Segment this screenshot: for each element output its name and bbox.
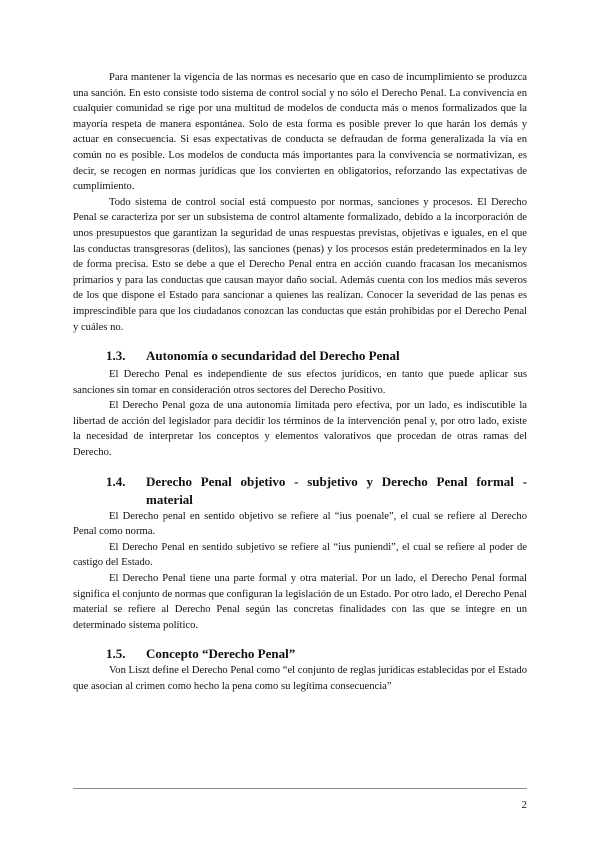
page-number: 2 [521, 799, 527, 811]
section-heading [73, 645, 527, 663]
section-title: Derecho Penal objetivo - subjetivo y Derecho Penal formal - material [146, 473, 527, 507]
body-paragraph: El Derecho penal en sentido objetivo se refiere al “ius poenale”, el cual se refiere al Derecho Penal como norma. [73, 510, 527, 538]
body-paragraph: El Derecho Penal en sentido subjetivo se refiere al “ius puniendi”, el cual se refiere al poder de castigo del Estado. [73, 541, 527, 569]
body-paragraph: Von Liszt define el Derecho Penal como “el conjunto de reglas jurídicas establecidas por el Estado que asocian al crimen como hecho la pena como su legítima consecuencia” [73, 665, 527, 692]
section-title: Autonomía o secundaridad del Derecho Penal [146, 348, 400, 364]
section-number: 1.4. [106, 473, 126, 489]
section-number: 1.3. [106, 348, 126, 364]
body-paragraph: El Derecho Penal tiene una parte formal y otra material. Por un lado, el Derecho Penal formal significa el conjunto de normas que configuran la legislación de un Estado. Por otro lado, el Derecho Penal material se refiere al Derecho Penal según las concretas finalidades con las que se integre en un determinado sistema político. [73, 573, 527, 631]
section-title: Concepto “Derecho Penal” [146, 646, 296, 662]
section-heading [73, 473, 527, 509]
footer-divider [73, 788, 527, 789]
body-paragraph: Todo sistema de control social está compuesto por normas, sanciones y procesos. El Derecho Penal se caracteriza por ser un subsistema de control altamente formalizado, debido a la incorporación de unos presupuestos que garantizan la seguridad de unas respuestas previstas, objetivas e iguales, en el que las conductas transgresoras (delitos), las sanciones (penas) y los procesos están predeterminados en la ley de forma precisa. Esto se debe a que el Derecho Penal entra en acción cuando fracasan los mecanismos primarios y para las conductas que causan mayor daño social. Además cuenta con los medios más severos de los que dispone el Estado para sancionar a quienes las realizan. Conocer la severidad de las penas es imprescindible para que los ciudadanos conozcan las conductas que están prohibidas por el Derecho Penal y cuáles no. [73, 196, 527, 333]
page-content [73, 70, 527, 695]
section-number: 1.5. [106, 646, 126, 662]
body-paragraph: Para mantener la vigencia de las normas es necesario que en caso de incumplimiento se produzca una sanción. En esto consiste todo sistema de control social y no sólo el Derecho Penal. La convivencia en cualquier comunidad se rige por una multitud de modelos de conducta más o menos formalizados que la mayoría respeta de manera espontánea. Solo de esta forma es posible prever lo que harán los demás y actuar en consecuencia. Si esas expectativas de conducta se defraudan de forma generalizada la vía en común no es posible. Los modelos de conducta más importantes para la convivencia se normativizan, es decir, se recogen en normas jurídicas que los convierten en obligatorios, reforzando las expectativas de cumplimiento. [73, 72, 527, 193]
body-paragraph: El Derecho Penal es independiente de sus efectos jurídicos, en tanto que puede aplicar sus sanciones sin tomar en consideración otros sectores del Derecho Positivo. [73, 369, 527, 396]
body-paragraph: El Derecho Penal goza de una autonomía limitada pero efectiva, por un lado, es indiscutible la libertad de acción del legislador para decidir los términos de la intervención penal y, por otro lado, existe la necesidad de interpretar los conceptos y elementos valorativos que procedan de otras ramas del Derecho. [73, 400, 527, 459]
section-heading [73, 347, 527, 365]
